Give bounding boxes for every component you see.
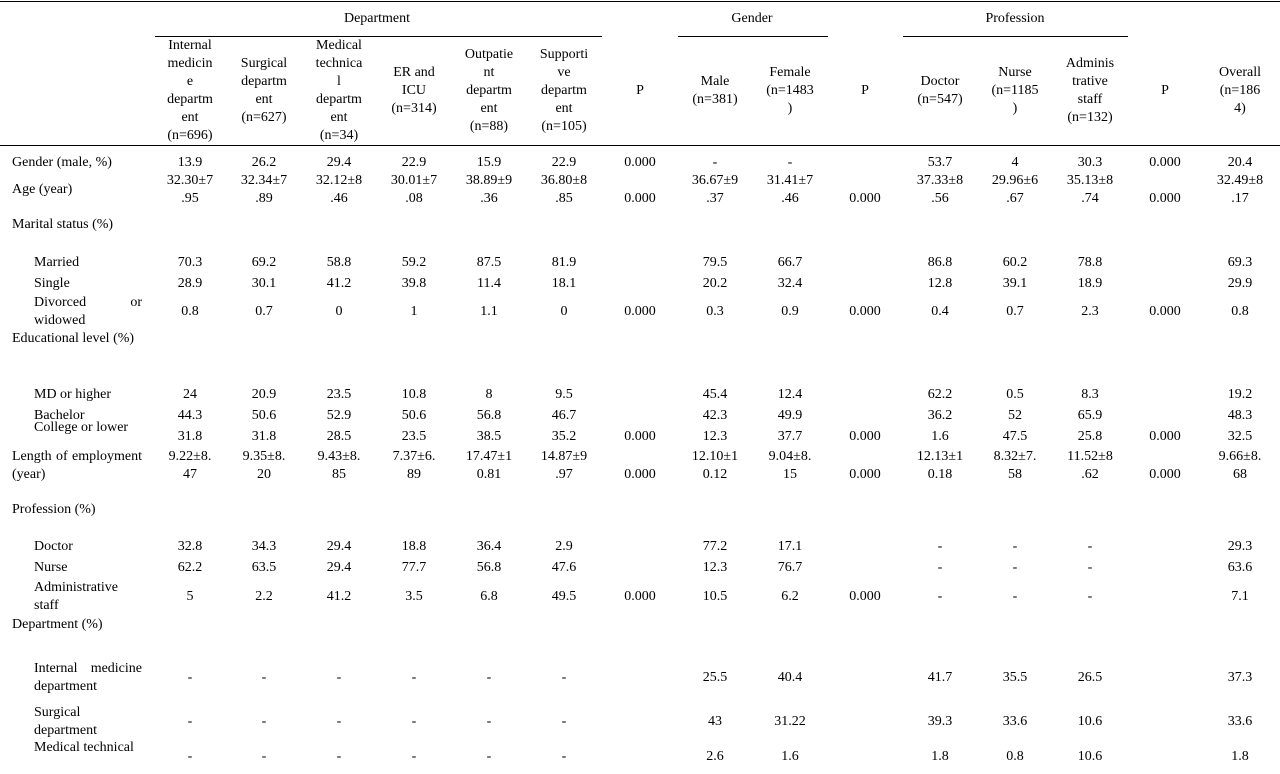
- table-cell: 43: [708, 714, 722, 729]
- table-cell: 28.9: [177, 276, 203, 291]
- table-cell: 12.3: [702, 560, 728, 575]
- table-cell: 32.4: [777, 276, 803, 291]
- table-cell: 0.000: [1149, 467, 1181, 482]
- table-cell: -: [1012, 539, 1018, 554]
- table-cell: -: [1087, 560, 1093, 575]
- row-label: Age (year): [12, 182, 73, 197]
- table-cell: 9.5: [555, 387, 573, 402]
- table-cell: 38.89±9 .36: [465, 173, 513, 206]
- table-cell: 39.1: [1002, 276, 1028, 291]
- table-cell: 52: [1008, 408, 1022, 423]
- table-cell: 0.7: [255, 304, 273, 319]
- table-cell: 34.3: [251, 539, 277, 554]
- table-cell: 1.6: [931, 429, 949, 444]
- table-cell: 63.5: [251, 560, 277, 575]
- table-cell: 30.3: [1077, 155, 1103, 170]
- row-label: Gender (male, %): [12, 155, 112, 170]
- group-header-gender: Gender: [731, 11, 773, 26]
- table-cell: 14.87±9 .97: [540, 449, 588, 482]
- row-label: Educational level (%): [12, 331, 135, 346]
- table-cell: 0.000: [849, 191, 881, 206]
- table-cell: -: [486, 670, 492, 685]
- group-header-profession: Profession: [985, 11, 1045, 26]
- table-cell: 0.8: [1231, 304, 1249, 319]
- table-cell: 22.9: [401, 155, 427, 170]
- table-cell: 5: [186, 589, 194, 604]
- table-cell: -: [187, 749, 193, 764]
- table-cell: 35.5: [1002, 670, 1028, 685]
- table-cell: 6.2: [781, 589, 799, 604]
- table-cell: 69.2: [251, 255, 277, 270]
- column-header: Nurse (n=1185 ): [991, 65, 1039, 116]
- table-cell: 9.04±8. 15: [768, 449, 812, 482]
- table-cell: 29.3: [1227, 539, 1253, 554]
- column-header: P: [636, 83, 644, 98]
- table-cell: -: [486, 749, 492, 764]
- table-cell: 22.9: [551, 155, 577, 170]
- table-cell: 26.5: [1077, 670, 1103, 685]
- table-cell: -: [411, 670, 417, 685]
- table-cell: 50.6: [401, 408, 427, 423]
- table-cell: 29.4: [326, 155, 352, 170]
- table-cell: 87.5: [476, 255, 502, 270]
- table-cell: 37.33±8 .56: [916, 173, 964, 206]
- table-cell: 29.96±6 .67: [991, 173, 1039, 206]
- table-cell: 50.6: [251, 408, 277, 423]
- department-group-rule: [155, 36, 602, 37]
- row-label: Surgical department: [34, 705, 97, 738]
- table-cell: 30.1: [251, 276, 277, 291]
- column-header: Overall (n=186 4): [1219, 65, 1261, 116]
- table-cell: 35.2: [551, 429, 577, 444]
- table-cell: 11.52±8 .62: [1067, 449, 1113, 482]
- table-cell: 8: [485, 387, 493, 402]
- table-cell: 0.5: [1006, 387, 1024, 402]
- table-cell: 79.5: [702, 255, 728, 270]
- table-cell: 33.6: [1227, 714, 1253, 729]
- table-cell: 41.7: [927, 670, 953, 685]
- column-header: P: [1161, 83, 1169, 98]
- row-label: Length of employment (year): [12, 449, 142, 482]
- table-cell: -: [486, 714, 492, 729]
- table-cell: 0.000: [849, 589, 881, 604]
- table-cell: 23.5: [401, 429, 427, 444]
- table-cell: -: [712, 155, 718, 170]
- table-cell: 0.8: [181, 304, 199, 319]
- table-cell: 1.1: [480, 304, 498, 319]
- table-cell: 10.6: [1077, 714, 1103, 729]
- table-cell: 0.000: [1149, 429, 1181, 444]
- table-cell: 12.4: [777, 387, 803, 402]
- table-cell: 9.35±8. 20: [242, 449, 286, 482]
- table-cell: -: [336, 670, 342, 685]
- table-cell: 1: [410, 304, 418, 319]
- table-cell: 37.3: [1227, 670, 1253, 685]
- column-header: Medical technica l departm ent (n=34): [315, 38, 363, 143]
- table-cell: 2.2: [255, 589, 273, 604]
- table-cell: 81.9: [551, 255, 577, 270]
- table-cell: 66.7: [777, 255, 803, 270]
- table-cell: -: [561, 749, 567, 764]
- table-cell: 0.000: [624, 467, 656, 482]
- table-cell: 24: [183, 387, 197, 402]
- table-cell: -: [336, 714, 342, 729]
- table-cell: 39.3: [927, 714, 953, 729]
- table-cell: 31.8: [251, 429, 277, 444]
- table-cell: 46.7: [551, 408, 577, 423]
- row-label: Doctor: [34, 539, 73, 554]
- table-cell: 42.3: [702, 408, 728, 423]
- gender-group-rule: [678, 36, 828, 37]
- table-cell: -: [1087, 539, 1093, 554]
- table-cell: 32.34±7 .89: [240, 173, 288, 206]
- table-cell: 36.67±9 .37: [691, 173, 739, 206]
- table-cell: -: [261, 670, 267, 685]
- table-cell: 0.3: [706, 304, 724, 319]
- table-cell: 0.9: [781, 304, 799, 319]
- table-cell: 17.47±1 0.81: [465, 449, 513, 482]
- table-cell: 45.4: [702, 387, 728, 402]
- table-cell: 0.000: [624, 155, 656, 170]
- table-cell: 70.3: [177, 255, 203, 270]
- table-cell: 20.2: [702, 276, 728, 291]
- table-cell: 0.000: [849, 429, 881, 444]
- table-cell: 0.000: [624, 304, 656, 319]
- table-cell: 49.9: [777, 408, 803, 423]
- row-label: Married: [34, 255, 80, 270]
- table-cell: 38.5: [476, 429, 502, 444]
- table-cell: 32.12±8 .46: [315, 173, 363, 206]
- table-cell: 65.9: [1077, 408, 1103, 423]
- table-cell: 10.6: [1077, 749, 1103, 764]
- row-label: Nurse: [34, 560, 68, 575]
- column-header: Female (n=1483 ): [766, 65, 814, 116]
- row-label: Internal medicine department: [34, 661, 142, 694]
- table-cell: 52.9: [326, 408, 352, 423]
- table-cell: 78.8: [1077, 255, 1103, 270]
- table-cell: 29.4: [326, 539, 352, 554]
- row-label: Administrative staff: [34, 580, 118, 613]
- table-cell: 29.4: [326, 560, 352, 575]
- table-cell: 1.8: [1231, 749, 1249, 764]
- row-label: Bachelor: [34, 408, 85, 423]
- table-cell: 25.8: [1077, 429, 1103, 444]
- table-cell: 0: [560, 304, 568, 319]
- row-label: College or lower: [34, 420, 129, 435]
- table-cell: 44.3: [177, 408, 203, 423]
- table-cell: -: [187, 670, 193, 685]
- column-header: Surgical departm ent (n=627): [240, 56, 288, 125]
- table-cell: 23.5: [326, 387, 352, 402]
- table-cell: 3.5: [405, 589, 423, 604]
- table-cell: 11.4: [477, 276, 501, 291]
- table-cell: 32.8: [177, 539, 203, 554]
- table-cell: 30.01±7 .08: [390, 173, 438, 206]
- table-cell: -: [1087, 589, 1093, 604]
- column-header: Internal medicin e departm ent (n=696): [167, 38, 213, 143]
- column-header: Outpatie nt departm ent (n=88): [464, 47, 514, 134]
- table-cell: 19.2: [1227, 387, 1253, 402]
- table-cell: 59.2: [401, 255, 427, 270]
- table-cell: 9.22±8. 47: [168, 449, 212, 482]
- table-cell: 77.2: [702, 539, 728, 554]
- table-cell: 58.8: [326, 255, 352, 270]
- table-cell: 2.9: [555, 539, 573, 554]
- column-header: Supporti ve departm ent (n=105): [539, 47, 589, 134]
- table-cell: 18.8: [401, 539, 427, 554]
- row-label: Single: [34, 276, 70, 291]
- profession-group-rule: [903, 36, 1128, 37]
- column-header: Adminis trative staff (n=132): [1065, 56, 1115, 125]
- top-rule: [0, 1, 1280, 2]
- table-cell: -: [336, 749, 342, 764]
- header-bottom-rule: [0, 145, 1280, 146]
- row-label: Marital status (%): [12, 217, 114, 232]
- table-cell: 7.37±6. 89: [392, 449, 436, 482]
- table-cell: 76.7: [777, 560, 803, 575]
- row-label: MD or higher: [34, 387, 111, 402]
- table-cell: 39.8: [401, 276, 427, 291]
- table-cell: 36.80±8 .85: [540, 173, 588, 206]
- table-cell: 0.000: [849, 304, 881, 319]
- table-cell: 69.3: [1227, 255, 1253, 270]
- table-cell: 2.6: [706, 749, 724, 764]
- table-cell: 62.2: [927, 387, 953, 402]
- table-cell: -: [787, 155, 793, 170]
- table-cell: 12.3: [702, 429, 728, 444]
- table-cell: 32.30±7 .95: [166, 173, 214, 206]
- table-cell: 35.13±8 .74: [1066, 173, 1114, 206]
- table-cell: 0.4: [931, 304, 949, 319]
- column-header: Doctor (n=547): [917, 74, 963, 107]
- table-cell: 28.5: [326, 429, 352, 444]
- table-cell: -: [561, 670, 567, 685]
- row-label: Medical technical: [34, 740, 134, 755]
- table-cell: 62.2: [177, 560, 203, 575]
- row-label: Divorced or widowed: [34, 295, 142, 328]
- table-cell: 20.9: [251, 387, 277, 402]
- table-cell: 47.6: [551, 560, 577, 575]
- table-cell: 2.3: [1081, 304, 1099, 319]
- table-cell: 7.1: [1231, 589, 1249, 604]
- table-cell: 26.2: [251, 155, 277, 170]
- table-cell: -: [1012, 560, 1018, 575]
- table-cell: 0: [335, 304, 343, 319]
- table-cell: 0.000: [1149, 155, 1181, 170]
- table-cell: -: [261, 714, 267, 729]
- table-cell: 60.2: [1002, 255, 1028, 270]
- table-cell: 31.41±7 .46: [766, 173, 814, 206]
- table-cell: 13.9: [177, 155, 203, 170]
- table-cell: -: [411, 714, 417, 729]
- table-cell: 56.8: [476, 560, 502, 575]
- table-cell: 10.5: [702, 589, 728, 604]
- table-cell: 48.3: [1227, 408, 1253, 423]
- table-cell: 37.7: [777, 429, 803, 444]
- table-cell: 56.8: [476, 408, 502, 423]
- table-cell: 8.3: [1081, 387, 1099, 402]
- table-cell: 36.4: [476, 539, 502, 554]
- table-cell: -: [411, 749, 417, 764]
- table-cell: 0.000: [624, 589, 656, 604]
- table-cell: 0.000: [624, 191, 656, 206]
- table-cell: 20.4: [1227, 155, 1253, 170]
- table-cell: 6.8: [480, 589, 498, 604]
- table-cell: 4: [1011, 155, 1019, 170]
- table-cell: 32.49±8 .17: [1216, 173, 1264, 206]
- table-cell: 29.9: [1227, 276, 1253, 291]
- table-cell: 1.6: [781, 749, 799, 764]
- column-header: P: [861, 83, 869, 98]
- table-cell: 0.000: [624, 429, 656, 444]
- table-cell: -: [937, 539, 943, 554]
- table-cell: 86.8: [927, 255, 953, 270]
- table-cell: 32.5: [1227, 429, 1253, 444]
- group-header-department: Department: [343, 11, 411, 26]
- table-cell: 47.5: [1002, 429, 1028, 444]
- table-cell: 77.7: [401, 560, 427, 575]
- table-cell: 12.10±1 0.12: [691, 449, 739, 482]
- column-header: ER and ICU (n=314): [391, 65, 437, 116]
- table-cell: 36.2: [927, 408, 953, 423]
- table-cell: 10.8: [401, 387, 427, 402]
- table-cell: 31.22: [774, 714, 806, 729]
- table-cell: -: [561, 714, 567, 729]
- table-cell: 0.8: [1006, 749, 1024, 764]
- table-cell: 63.6: [1227, 560, 1253, 575]
- table-cell: 17.1: [777, 539, 803, 554]
- table-cell: 0.000: [1149, 304, 1181, 319]
- row-label: Profession (%): [12, 502, 96, 517]
- table-cell: 41.2: [326, 589, 352, 604]
- table-cell: 12.8: [927, 276, 953, 291]
- table-cell: 49.5: [551, 589, 577, 604]
- table-cell: 53.7: [927, 155, 953, 170]
- table-cell: 0.000: [849, 467, 881, 482]
- table-cell: 1.8: [931, 749, 949, 764]
- row-label: Department (%): [12, 617, 103, 632]
- table-cell: 8.32±7. 58: [993, 449, 1037, 482]
- column-header: Male (n=381): [692, 74, 738, 107]
- table-cell: 9.66±8. 68: [1218, 449, 1262, 482]
- table-cell: 40.4: [777, 670, 803, 685]
- table-cell: 31.8: [177, 429, 203, 444]
- table-cell: 9.43±8. 85: [317, 449, 361, 482]
- table-cell: -: [261, 749, 267, 764]
- table-cell: 0.000: [1149, 191, 1181, 206]
- table-cell: -: [1012, 589, 1018, 604]
- table-cell: 15.9: [476, 155, 502, 170]
- table-cell: 18.9: [1077, 276, 1103, 291]
- table-cell: 33.6: [1002, 714, 1028, 729]
- table-cell: 0.7: [1006, 304, 1024, 319]
- table-cell: 25.5: [702, 670, 728, 685]
- table-cell: 12.13±1 0.18: [916, 449, 964, 482]
- table-cell: 41.2: [326, 276, 352, 291]
- table-cell: -: [187, 714, 193, 729]
- table-cell: -: [937, 560, 943, 575]
- table-cell: -: [937, 589, 943, 604]
- table-cell: 18.1: [551, 276, 577, 291]
